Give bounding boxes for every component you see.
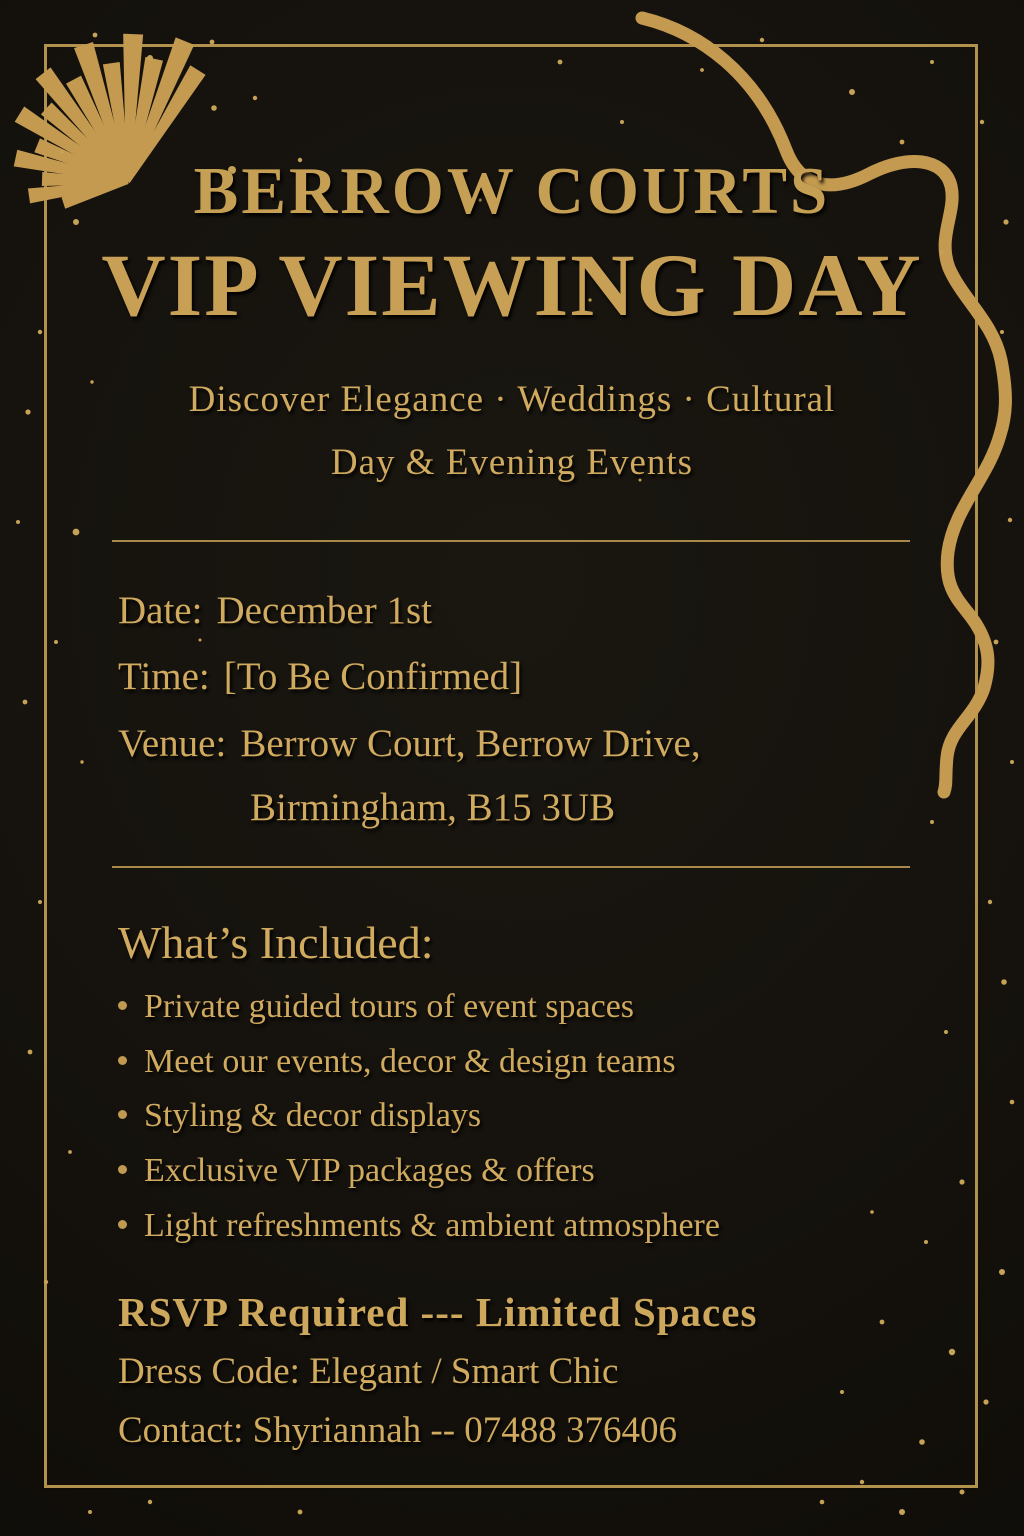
subtitle-line2: Day & Evening Events: [330, 442, 694, 483]
time-label: Time:: [118, 655, 210, 698]
included-item-label: Exclusive VIP packages & offers: [144, 1152, 595, 1189]
bullet-icon: [118, 1220, 127, 1229]
included-item: [118, 988, 634, 1026]
divider-bottom: [112, 866, 910, 868]
bullet-icon: [118, 1001, 127, 1010]
included-heading: What’s Included:: [118, 917, 434, 968]
date-row: [118, 588, 432, 633]
included-item-label: Styling & decor displays: [144, 1097, 482, 1134]
included-item: [118, 1152, 595, 1190]
included-item: [118, 1207, 720, 1245]
bullet-icon: [118, 1165, 127, 1174]
included-item-label: Light refreshments & ambient atmosphere: [144, 1207, 720, 1244]
bullet-icon: [118, 1056, 127, 1065]
date-label: Date:: [118, 589, 203, 632]
included-item: [118, 1097, 481, 1135]
divider-top: [112, 540, 910, 542]
title-line2: VIP VIEWING DAY: [101, 237, 923, 335]
date-value: December 1st: [216, 589, 432, 632]
venue-value: Berrow Court, Berrow Drive,: [240, 722, 701, 765]
included-item-label: Private guided tours of event spaces: [144, 988, 635, 1025]
subtitle-line1: Discover Elegance · Weddings · Cultural: [188, 379, 836, 420]
contact-line: Contact: Shyriannah -- 07488 376406: [118, 1410, 678, 1451]
venue-label: Venue:: [118, 722, 227, 765]
title-line1: BERROW COURTS: [193, 154, 831, 228]
venue-row: [118, 721, 701, 766]
rsvp-line: RSVP Required --- Limited Spaces: [118, 1289, 758, 1335]
venue-row-line2: Birmingham, B15 3UB: [250, 786, 616, 829]
time-row: [118, 654, 522, 699]
included-item-label: Meet our events, decor & design teams: [144, 1043, 676, 1080]
time-value: [To Be Confirmed]: [223, 655, 523, 698]
included-item: [118, 1043, 676, 1081]
bullet-icon: [118, 1110, 127, 1119]
dress-code-line: Dress Code: Elegant / Smart Chic: [118, 1351, 619, 1392]
